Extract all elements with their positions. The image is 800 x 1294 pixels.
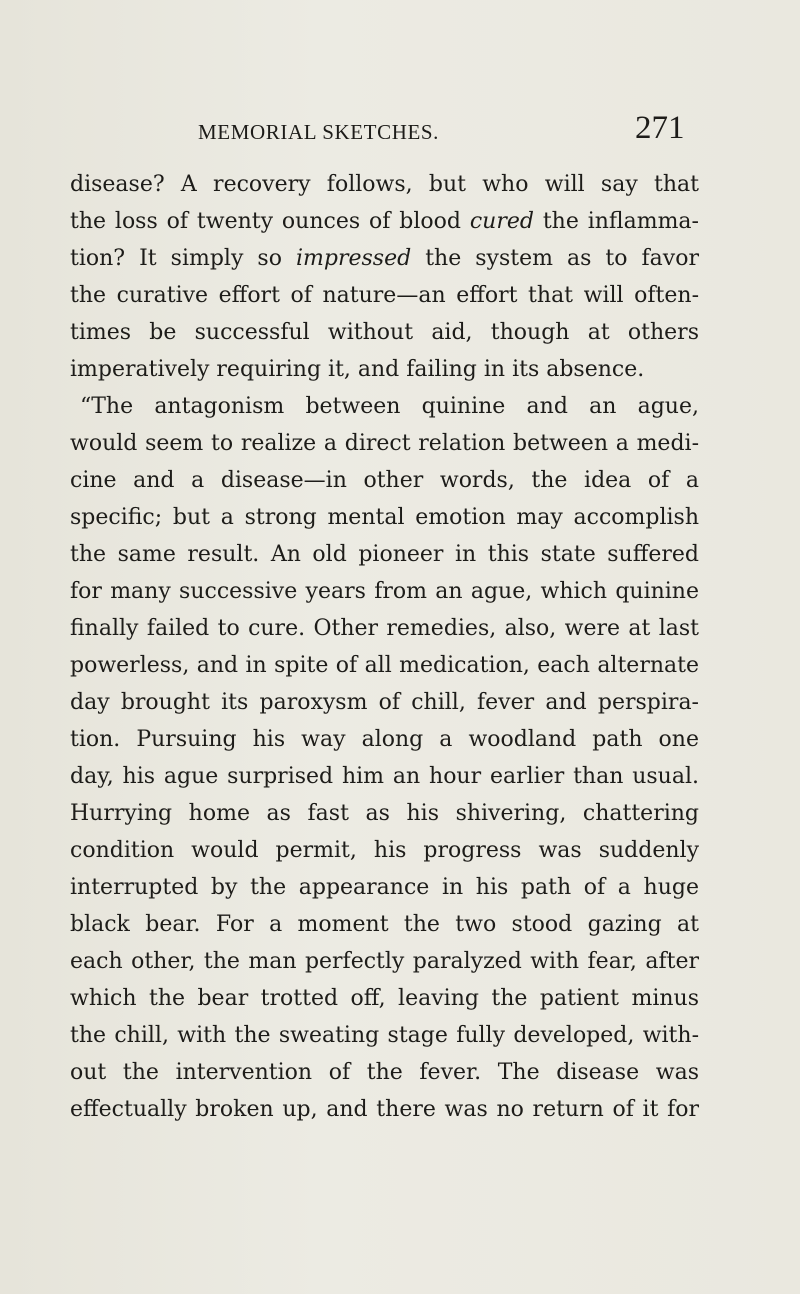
text-line: effectually broken up, and there was no return of it for — [70, 1097, 699, 1122]
text-line: out the intervention of the fever. The disease was — [70, 1060, 699, 1085]
text-line: black bear. For a moment the two stood gazing at — [70, 912, 699, 937]
text-line: the curative effort of nature—an effort that will often- — [70, 283, 699, 308]
text-line: disease? A recovery follows, but who will say that — [70, 172, 699, 197]
text-line: times be successful without aid, though at others — [70, 320, 699, 345]
text-line: powerless, and in spite of all medication, each alternate — [70, 653, 699, 678]
text-line: “The antagonism between quinine and an ague, — [80, 394, 699, 419]
text-line: tion? It simply so impressed the system as to favor — [70, 246, 699, 271]
text-line: day, his ague surprised him an hour earlier than usual. — [70, 764, 699, 789]
text-line: tion. Pursuing his way along a woodland path one — [70, 727, 699, 752]
page-number: 271 — [635, 110, 685, 146]
text-line: would seem to realize a direct relation between a medi- — [70, 431, 699, 456]
text-line: condition would permit, his progress was suddenly — [70, 838, 699, 863]
text-line: the loss of twenty ounces of blood cured the inflamma- — [70, 209, 699, 234]
text-line: Hurrying home as fast as his shivering, chattering — [70, 801, 699, 826]
text-line: imperatively requiring it, and failing in its absence. — [70, 357, 645, 382]
text-line: which the bear trotted off, leaving the patient minus — [70, 986, 699, 1011]
text-line: day brought its paroxysm of chill, fever and perspira- — [70, 690, 699, 715]
text-line: the same result. An old pioneer in this state suffered — [70, 542, 699, 567]
text-line: each other, the man perfectly paralyzed with fear, after — [70, 949, 699, 974]
text-line: finally failed to cure. Other remedies, also, were at last — [70, 616, 699, 641]
text-line: the chill, with the sweating stage fully developed, with- — [70, 1023, 699, 1048]
running-header — [0, 110, 800, 158]
text-line: for many successive years from an ague, which quinine — [70, 579, 699, 604]
text-line: interrupted by the appearance in his path of a huge — [70, 875, 699, 900]
running-title: MEMORIAL SKETCHES. — [198, 120, 440, 144]
text-line: specific; but a strong mental emotion may accomplish — [70, 505, 699, 530]
text-line: cine and a disease—in other words, the idea of a — [70, 468, 699, 493]
